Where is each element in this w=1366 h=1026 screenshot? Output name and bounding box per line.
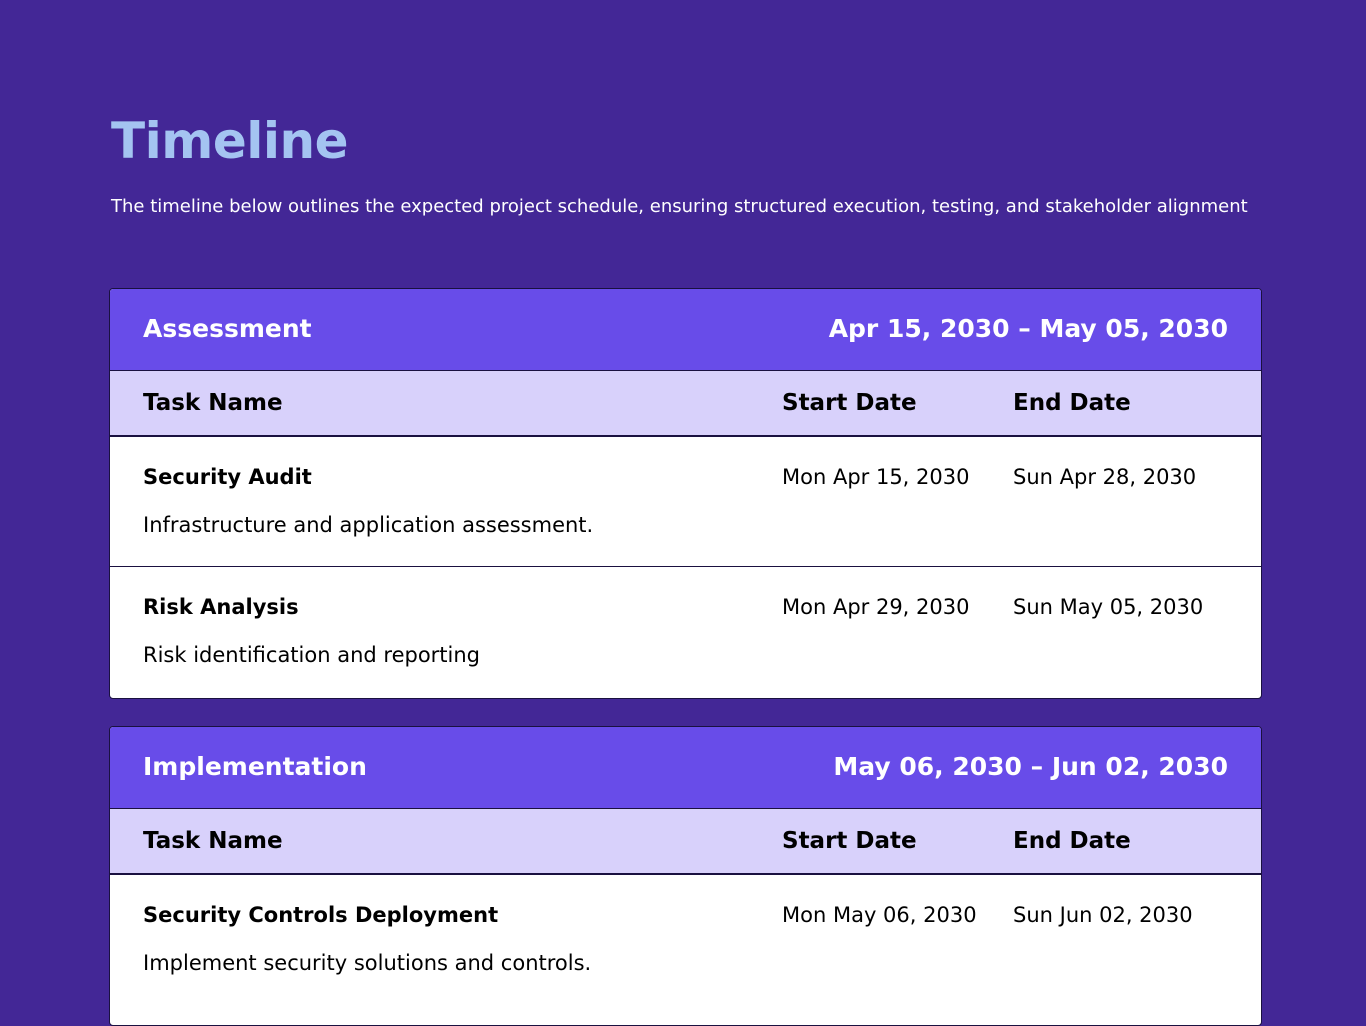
table-row [110,437,1261,567]
task-end-date: Sun May 05, 2030 [1013,595,1204,619]
task-description: Infrastructure and application assessment. [143,513,594,537]
page-title: Timeline [111,112,349,170]
phase-header [110,289,1261,371]
phase-name: Assessment [143,314,312,343]
task-start-date: Mon Apr 29, 2030 [782,595,970,619]
table-row [110,567,1261,697]
task-start-date: Mon May 06, 2030 [782,903,977,927]
table-header [110,371,1261,437]
column-header-task-name: Task Name [143,828,283,854]
task-name: Risk Analysis [143,595,299,619]
table-row [110,875,1261,1005]
phase-date-range: May 06, 2030 – Jun 02, 2030 [833,752,1228,781]
column-header-start-date: Start Date [782,390,917,416]
phase-name: Implementation [143,752,367,781]
phase-card-implementation [109,726,1262,1026]
task-name: Security Controls Deployment [143,903,499,927]
task-start-date: Mon Apr 15, 2030 [782,465,970,489]
task-name: Security Audit [143,465,312,489]
task-end-date: Sun Apr 28, 2030 [1013,465,1197,489]
phase-header [110,727,1261,809]
task-description: Risk identification and reporting [143,643,481,667]
phase-date-range: Apr 15, 2030 – May 05, 2030 [828,314,1228,343]
column-header-start-date: Start Date [782,828,917,854]
column-header-task-name: Task Name [143,390,283,416]
column-header-end-date: End Date [1013,390,1131,416]
task-description: Implement security solutions and controls. [143,951,592,975]
column-header-end-date: End Date [1013,828,1131,854]
page-intro: The timeline below outlines the expected project schedule, ensuring structured execution, testing, and stakeholder alignment [111,196,1248,217]
phase-card-assessment [109,288,1262,699]
table-header [110,809,1261,875]
task-end-date: Sun Jun 02, 2030 [1013,903,1193,927]
